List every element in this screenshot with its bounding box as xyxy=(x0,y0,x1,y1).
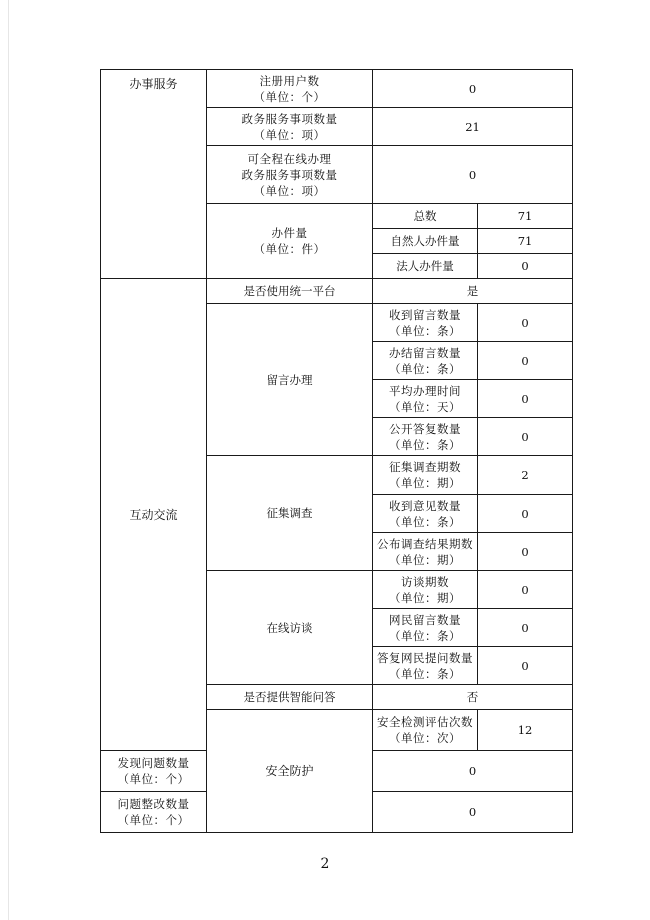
sub-label: 公布调查结果期数 （单位：期） xyxy=(373,533,478,571)
sub-value-natural-person: 71 xyxy=(478,229,573,254)
sub-label-total: 总数 xyxy=(373,204,478,229)
row-value-registered-users: 0 xyxy=(373,70,573,108)
sub-value: 0 xyxy=(478,342,573,380)
sub-label-legal-person: 法人办件量 xyxy=(373,254,478,279)
row-value: 0 xyxy=(373,792,573,833)
sub-label: 网民留言数量 （单位：条） xyxy=(373,609,478,647)
row-label-registered-users: 注册用户数 （单位：个） xyxy=(207,70,373,108)
sub-label-natural-person: 自然人办件量 xyxy=(373,229,478,254)
sub-label: 收到留言数量 （单位：条） xyxy=(373,304,478,342)
row-label: 安全检测评估次数 （单位：次） xyxy=(373,710,478,751)
row-label-online-items: 可全程在线办理 政务服务事项数量 （单位：项） xyxy=(207,146,373,204)
sub-value: 0 xyxy=(478,418,573,456)
section-label-security: 安全防护 xyxy=(207,710,373,833)
sub-label: 办结留言数量 （单位：条） xyxy=(373,342,478,380)
table-row xyxy=(101,279,573,304)
row-label: 发现问题数量 （单位：个） xyxy=(101,751,207,792)
sub-value: 0 xyxy=(478,609,573,647)
sub-value: 0 xyxy=(478,380,573,418)
group-label-survey: 征集调查 xyxy=(207,456,373,571)
row-value: 0 xyxy=(373,751,573,792)
section-label-interact: 互动交流 xyxy=(101,279,207,751)
sub-value-total: 71 xyxy=(478,204,573,229)
sub-label: 平均办理时间 （单位：天） xyxy=(373,380,478,418)
sub-label: 访谈期数 （单位：期） xyxy=(373,571,478,609)
row-label: 问题整改数量 （单位：个） xyxy=(101,792,207,833)
sub-value: 0 xyxy=(478,495,573,533)
page-number: 2 xyxy=(320,856,330,872)
group-label-message: 留言办理 xyxy=(207,304,373,456)
row-value: 12 xyxy=(478,710,573,751)
sub-label: 公开答复数量 （单位：条） xyxy=(373,418,478,456)
statistics-table xyxy=(100,69,573,833)
sub-label: 答复网民提问数量 （单位：条） xyxy=(373,647,478,685)
table-row xyxy=(101,70,573,108)
sub-value-legal-person: 0 xyxy=(478,254,573,279)
sub-label: 收到意见数量 （单位：条） xyxy=(373,495,478,533)
row-label-service-items: 政务服务事项数量 （单位：项） xyxy=(207,108,373,146)
sub-value: 2 xyxy=(478,456,573,495)
sub-value: 0 xyxy=(478,647,573,685)
section-label-service: 办事服务 xyxy=(101,70,207,279)
row-value-online-items: 0 xyxy=(373,146,573,204)
row-value-smart-qa: 否 xyxy=(373,685,573,710)
scan-edge-line xyxy=(8,0,9,920)
sub-value: 0 xyxy=(478,533,573,571)
group-label-interview: 在线访谈 xyxy=(207,571,373,685)
row-label-unified-platform: 是否使用统一平台 xyxy=(207,279,373,304)
row-value-unified-platform: 是 xyxy=(373,279,573,304)
sub-label: 征集调查期数 （单位：期） xyxy=(373,456,478,495)
row-label-smart-qa: 是否提供智能问答 xyxy=(207,685,373,710)
sub-value: 0 xyxy=(478,304,573,342)
row-value-service-items: 21 xyxy=(373,108,573,146)
sub-value: 0 xyxy=(478,571,573,609)
row-label-volume: 办件量 （单位：件） xyxy=(207,204,373,279)
